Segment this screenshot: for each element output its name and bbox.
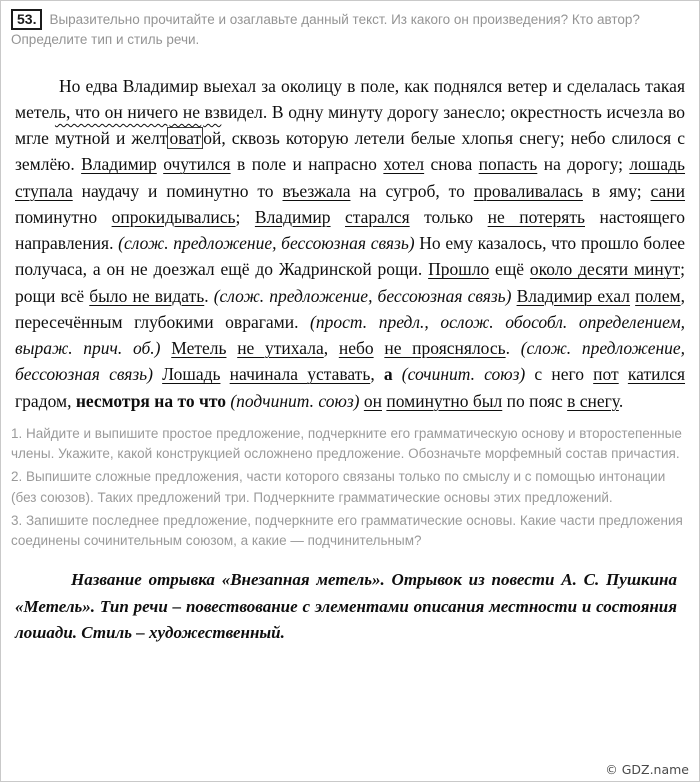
exercise-header [11, 9, 687, 51]
text-run: . [204, 285, 214, 306]
underlined-word: около десяти минут [529, 259, 681, 280]
underlined-word: не утихала [237, 338, 324, 358]
task-item-1: 1. Найдите и выпишите простое предложение, подчеркните его грамматическую основу и второстепенные члены. Укажите, какой конструкцией осложнено предложение. Обозначьте морфемный состав причастия. [11, 425, 682, 461]
grammar-note: (подчинит. союз) [230, 390, 360, 411]
text-run: градом, [15, 390, 76, 411]
underlined-word: полем [635, 285, 681, 306]
task-list [11, 424, 683, 552]
conjunction-word: несмотря на то что [75, 390, 226, 411]
task-item-3: 3. Запишите последнее предложение, подчеркните его грамматические основы. Какие части предложения соединены сочинительным союзом, а какие — подчинительным? [11, 512, 683, 548]
text-run: наудачу и поминутно то [72, 180, 283, 201]
underlined-word: хотел [383, 154, 425, 175]
text-run: ой [203, 128, 222, 148]
grammar-note: (слож. предложение, бессоюзная связь) [118, 233, 415, 253]
underlined-word: старался [345, 206, 410, 227]
grammar-note: (слож. предложение, бессоюзная связь) [15, 338, 686, 385]
underlined-word: поминутно был [386, 390, 503, 411]
text-run [161, 338, 172, 358]
text-run: , пересечённым глубокими оврагами. [15, 285, 685, 332]
underlined-word: Лошадь [162, 364, 221, 385]
text-run: , сквозь которую летели белые хлопья снегу; небо слилося с землёю. [15, 128, 686, 175]
answer-text: Название отрывка «Внезапная метель». Отрывок из повести А. С. Пушкина «Метель». Тип речи – повествование с элементами описания местности и состояния лошади. Стиль – художественный. [15, 570, 677, 642]
grammar-note: (прост. предл., ослож. обособл. определением, выраж. прич. об.) [15, 311, 685, 358]
text-run: Но ему казалось, что прошло более получаса, а он не доезжал ещё до Жадринской рощи. [15, 233, 685, 280]
underlined-word: катился [627, 364, 686, 385]
text-run: в поле и напрасно [230, 154, 384, 175]
text-run: мутной и желт [54, 128, 168, 148]
underlined-word: сани [650, 180, 686, 201]
text-run: ; [235, 206, 255, 227]
text-run: ; рощи всё [15, 259, 685, 306]
text-run: , [323, 338, 339, 358]
text-run: в яму; [582, 180, 651, 201]
text-run: . [505, 338, 521, 358]
grammar-note: (сочинит. союз) [401, 364, 526, 385]
underlined-word: не потерять [487, 206, 585, 227]
text-run: с него [525, 364, 594, 385]
exercise-number: 53. [11, 9, 42, 30]
watermark [605, 762, 689, 777]
text-run [220, 364, 229, 384]
underlined-word: ступала [15, 180, 73, 201]
underlined-word: опрокидывались [111, 206, 236, 227]
underlined-word: было не видать [89, 285, 205, 306]
task-item-2: 2. Выпишите сложные предложения, части которого связаны только по смыслу и с помощью интонации (без союзов). Таких предложений три. Подчеркните грамматические основы этих предложений. [11, 469, 666, 505]
underlined-word: Прошло [428, 259, 490, 280]
text-run: на сугроб, то [350, 180, 474, 201]
underlined-word: пот [593, 364, 619, 385]
grammar-note: (слож. предложение, бессоюзная связь) [213, 285, 512, 306]
text-run: Но едва Владимир выехал за околицу в поле, как поднялся ветер и сделалась такая метель, что он ничего не взвидел. В одну минуту дорогу занесло; окрестность исчезла во мгле [15, 75, 685, 148]
text-run [153, 364, 162, 384]
underlined-word: он [363, 390, 382, 411]
exercise-text [15, 73, 685, 414]
text-run: только [409, 206, 488, 227]
underlined-word: проваливалась [473, 180, 583, 201]
underlined-word: небо [338, 338, 374, 358]
text-run: ещё [489, 259, 530, 280]
exercise-instruction: Выразительно прочитайте и озаглавьте данный текст. Из какого он произведения? Кто автор? Определите тип и стиль речи. [11, 12, 640, 48]
text-run: . [618, 390, 624, 411]
underlined-word: начинала уставать [229, 364, 371, 385]
text-run: снова [424, 154, 479, 175]
text-run [619, 364, 628, 384]
text-run: на дорогу; [537, 154, 630, 175]
underlined-word: попасть [478, 154, 538, 175]
text-run: настоящего направления. [15, 206, 685, 253]
underlined-word: не прояснялось [384, 338, 506, 358]
underlined-word: въезжала [282, 180, 351, 201]
text-run: , [370, 364, 384, 385]
underlined-word: Метель [171, 338, 227, 358]
text-run: оват [169, 128, 202, 148]
underlined-word: очутился [163, 154, 231, 175]
underlined-word: Владимир [254, 206, 331, 227]
underlined-word: Владимир [81, 154, 157, 175]
underlined-word: Владимир ехал [516, 285, 631, 306]
underlined-word: в снегу [567, 390, 619, 411]
text-run [331, 207, 345, 227]
copyright-text: © GDZ.name [605, 762, 689, 777]
conjunction-word: а [383, 364, 393, 385]
text-run: по пояс [502, 390, 568, 411]
text-run [226, 338, 237, 358]
text-run: поминутно [15, 206, 112, 227]
underlined-word: лошадь [629, 154, 686, 175]
text-run [393, 364, 402, 384]
text-run [374, 338, 385, 358]
